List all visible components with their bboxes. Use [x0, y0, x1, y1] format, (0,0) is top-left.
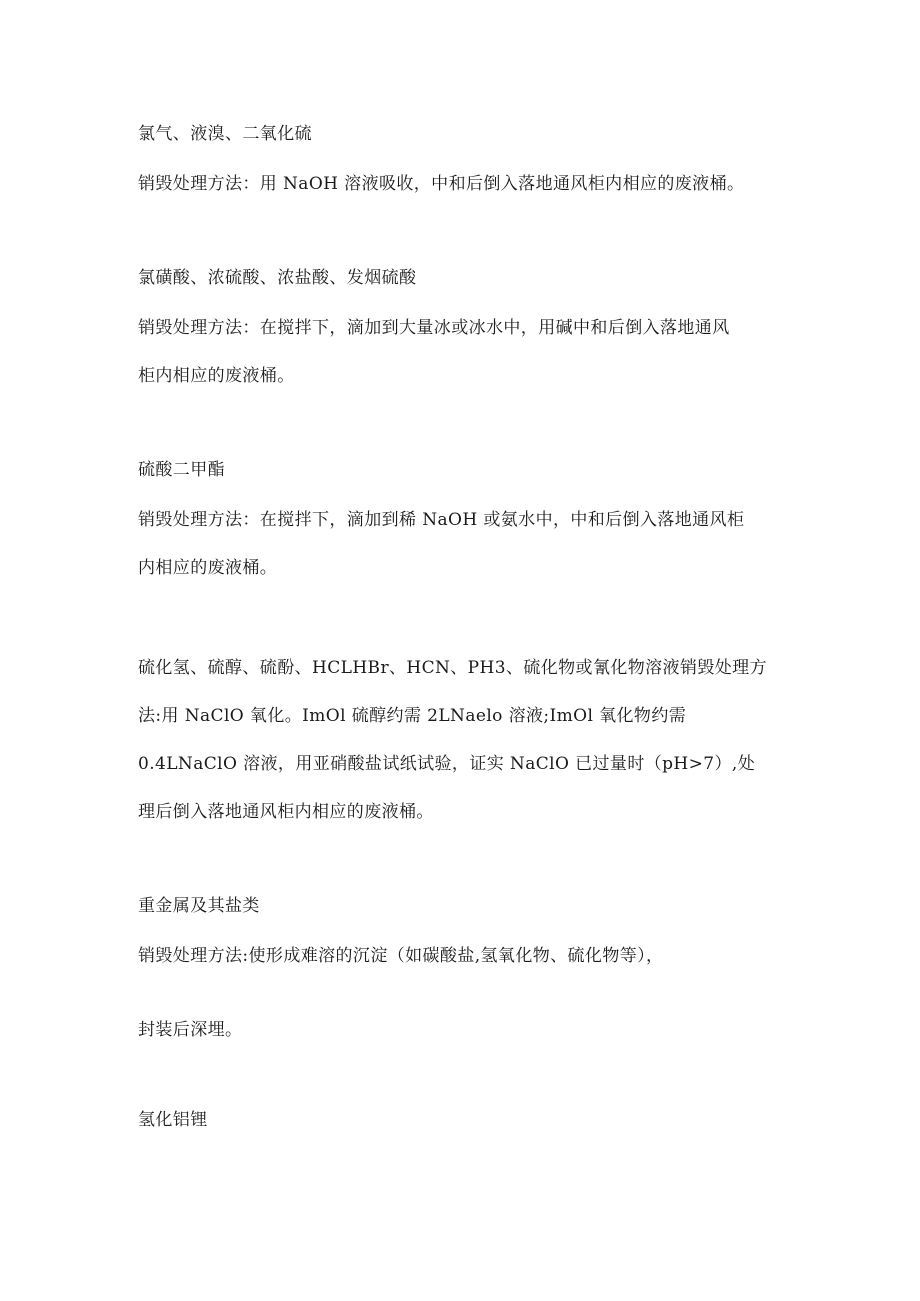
section-heading-acids: 氯磺酸、浓硫酸、浓盐酸、发烟硫酸	[138, 268, 417, 288]
section-body-line: 销毁处理方法:使形成难溶的沉淀（如碳酸盐,氢氧化物、硫化物等），	[138, 946, 664, 966]
section-body-line: 柜内相应的废液桶。	[138, 366, 295, 386]
section-body-line: 法:用 NaClO 氧化。ImOl 硫醇约需 2LNaelo 溶液;ImOl 氧化物约需	[138, 706, 687, 726]
section-body-line: 销毁处理方法：用 NaOH 溶液吸收，中和后倒入落地通风柜内相应的废液桶。	[138, 174, 745, 194]
section-body-line: 销毁处理方法：在搅拌下，滴加到稀 NaOH 或氨水中，中和后倒入落地通风柜	[138, 510, 745, 530]
section-body-line: 销毁处理方法：在搅拌下，滴加到大量冰或冰水中，用碱中和后倒入落地通风	[138, 318, 730, 338]
section-body-line: 理后倒入落地通风柜内相应的废液桶。	[138, 802, 434, 822]
section-body-line: 0.4LNaClO 溶液，用亚硝酸盐试纸试验，证实 NaClO 已过量时（pH>7）,处	[138, 754, 756, 774]
section-body-line: 封装后深埋。	[138, 1020, 243, 1040]
section-heading-heavy-metals: 重金属及其盐类	[138, 896, 260, 916]
section-heading-chlorine: 氯气、液溴、二氧化硫	[138, 124, 312, 144]
section-body-line: 内相应的废液桶。	[138, 558, 278, 578]
section-heading-dimethyl-sulfate: 硫酸二甲酯	[138, 460, 225, 480]
section-body-line: 硫化氢、硫醇、硫酚、HCLHBr、HCN、PH3、硫化物或氰化物溶液销毁处理方	[138, 658, 767, 678]
section-heading-lithium-aluminum-hydride: 氢化铝锂	[138, 1110, 208, 1130]
